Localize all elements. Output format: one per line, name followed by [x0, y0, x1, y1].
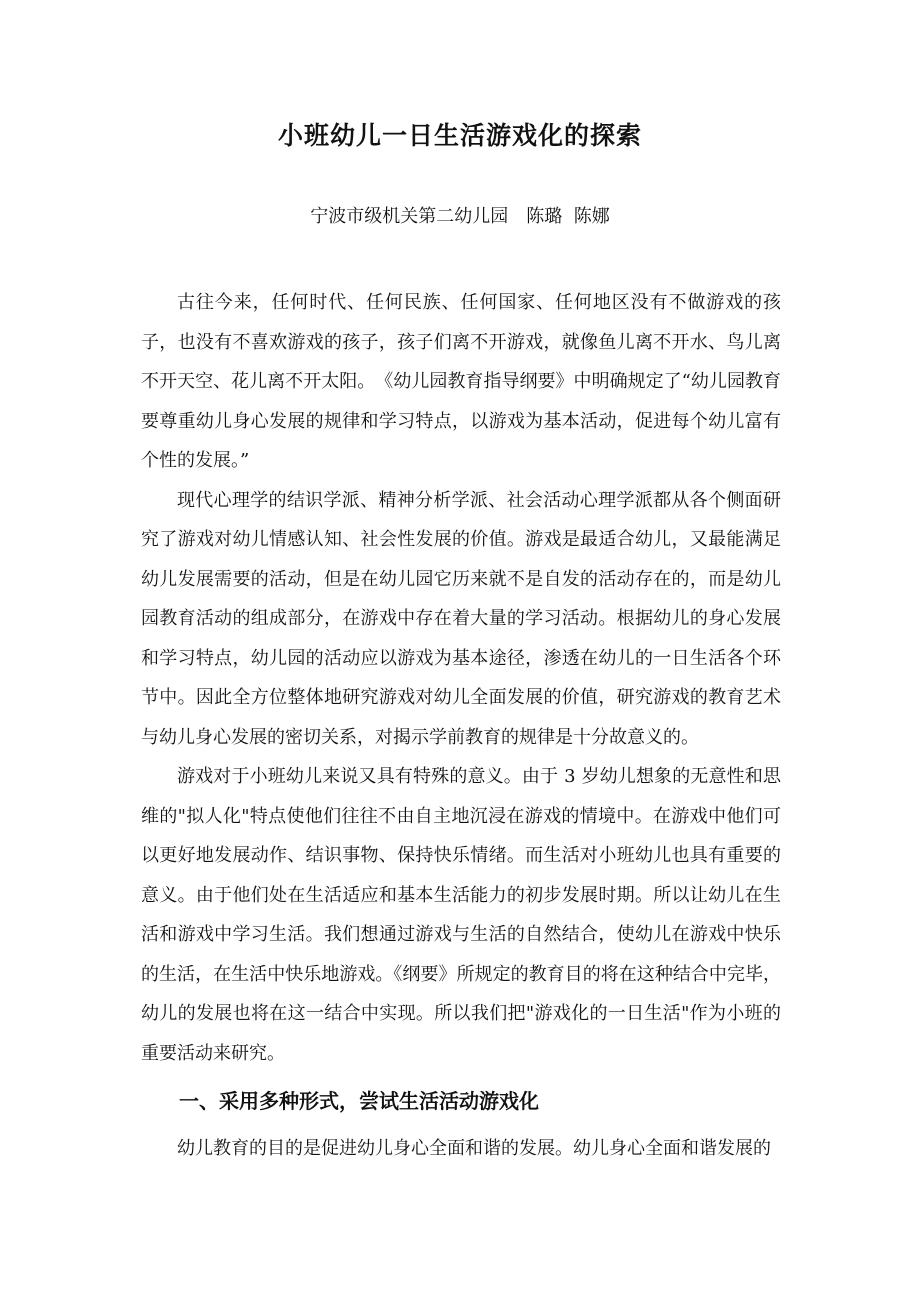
author-line: 宁波市级机关第二幼儿园 陈璐 陈娜 — [310, 206, 610, 227]
section-heading: 一、采用多种形式，尝试生活活动游戏化 — [179, 1089, 539, 1113]
document-body — [141, 283, 781, 1169]
paragraph-small-class: 游戏对于小班幼儿来说又具有特殊的意义。由于 3 岁幼儿想象的无意性和思维的"拟人化"特点使他们往往不由自主地沉浸在游戏的情境中。在游戏中他们可以更好地发展动作、结识事物、保持快乐情绪。而生活对小班幼儿也具有重要的意义。由于他们处在生活适应和基本生活能力的初步发展时期。所以让幼儿在生活和游戏中学习生活。我们想通过游戏与生活的自然结合，使幼儿在游戏中快乐的生活，在生活中快乐地游戏。《纲要》所规定的教育目的将在这种结合中完毕，幼儿的发展也将在这一结合中实现。所以我们把"游戏化的一日生活"作为小班的重要活动来研究。 — [141, 766, 781, 1064]
section-paragraph: 幼儿教育的目的是促进幼儿身心全面和谐的发展。幼儿身心全面和谐发展的 — [177, 1138, 771, 1159]
paragraph-intro: 古往今来，任何时代、任何民族、任何国家、任何地区没有不做游戏的孩子，也没有不喜欢游戏的孩子，孩子们离不开游戏，就像鱼儿离不开水、鸟儿离不开天空、花儿离不开太阳。 《幼儿园教育指导纲要》中明确规定了“幼儿园教育要尊重幼儿身心发展的规律和学习特点，以游戏为基本活动，促进每个幼儿富有个性的发展。” — [141, 292, 781, 471]
document-title: 小班幼儿一日生活游戏化的探索 — [277, 121, 642, 150]
paragraph-psychology: 现代心理学的结识学派、精神分析学派、社会活动心理学派都从各个侧面研究了游戏对幼儿情感认知、社会性发展的价值。游戏是最适合幼儿，又最能满足幼儿发展需要的活动，但是在幼儿园它历来就不是自发的活动存在的，而是幼儿园教育活动的组成部分，在游戏中存在着大量的学习活动。根据幼儿的身心发展和学习特点，幼儿园的活动应以游戏为基本途径，渗透在幼儿的一日生活各个环节中。因此全方位整体地研究游戏对幼儿全面发展的价值，研究游戏的教育艺术与幼儿身心发展的密切关系，对揭示学前教育的规律是十分故意义的。 — [141, 489, 781, 748]
